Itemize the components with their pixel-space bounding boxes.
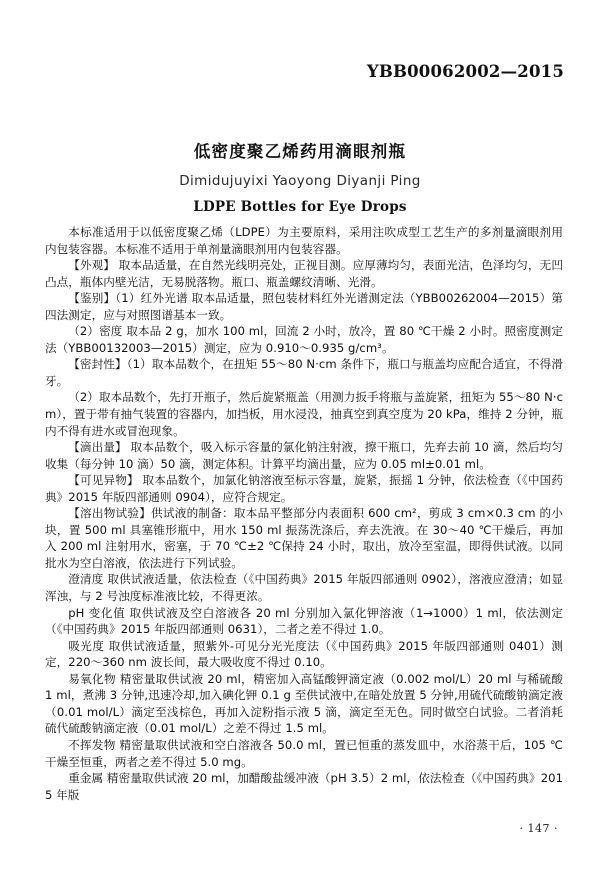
running-head-standard-number: YBB00062002—2015 — [366, 62, 564, 81]
page-title-chinese: 低密度聚乙烯药用滴眼剂瓶 — [193, 142, 407, 161]
paragraph-identification-infrared: 【鉴别】（1）红外光谱 取本品适量，照包装材料红外光谱测定法（YBB00262004—2015）第四法测定，应与对照图谱基本一致。 — [45, 291, 563, 322]
page-number: · 147 · — [519, 822, 558, 835]
paragraph-sealing-2: （2）取本品数个，先打开瓶子，然后旋紧瓶盖（用测力扳手将瓶与盖旋紧，扭矩为 55～80 N·cm），置于带有抽气装置的容器内，加挡板，用水浸没，抽真空到真空度为 20 kPa，维持 2 分钟，瓶内不得有进水或冒泡现象。 — [45, 390, 563, 438]
paragraph-heavy-metals: 重金属 精密量取供试液 20 ml，加醋酸盐缓冲液（pH 3.5）2 ml，依法检查（《中国药典》2015 年版 — [45, 771, 563, 802]
paragraph-visible-particles: 【可见异物】 取本品数个，加氯化钠溶液至标示容量，旋紧，振摇 1 分钟，依法检查（《中国药典》2015 年版四部通则 0904），应符合规定。 — [45, 473, 563, 504]
paragraph-clarity: 澄清度 取供试液适量，依法检查（《中国药典》2015 年版四部通则 0902），溶液应澄清；如显浑浊，与 2 号浊度标准液比较，不得更浓。 — [45, 572, 563, 604]
paragraph-sealing-1: 【密封性】（1）取本品数个，在扭矩 55～80 N·cm 条件下，瓶口与瓶盖均应配合适宜，不得滑牙。 — [45, 357, 563, 388]
body-content — [45, 224, 563, 803]
paragraph-absorbance: 吸光度 取供试液适量，照紫外-可见分光光度法（《中国药典》2015 年版四部通则 0401）测定，220～360 nm 波长间，最大吸收度不得过 0.10。 — [45, 638, 563, 670]
paragraph-oxidizable-substances: 易氧化物 精密量取供试液 20 ml，精密加入高锰酸钾滴定液（0.002 mol/L）20 ml 与稀硫酸 1 ml，煮沸 3 分钟,迅速冷却,加入碘化钾 0.1 g 至供试液中,在暗处放置 5 分钟,用硫代硫酸钠滴定液（0.01 mol/L）滴定至浅棕色，再加入淀粉指示液 5 滴，滴定至无色。同时做空白试验。二者消耗硫代硫酸钠滴定液（0.01 mol/L）之差不得过 1.5 ml。 — [45, 671, 563, 736]
paragraph-identification-density: （2）密度 取本品 2 g，加水 100 ml，回流 2 小时，放冷，置 80 ℃干燥 2 小时。照密度测定法（YBB00132003—2015）测定，应为 0.910～0.935 g/cm³。 — [45, 324, 563, 355]
paragraph-ph-change: pH 变化值 取供试液及空白溶液各 20 ml 分别加入氯化钾溶液（1→1000）1 ml，依法测定（《中国药典》2015 年版四部通则 0631），二者之差不得过 1.0。 — [45, 605, 563, 637]
paragraph-scope: 本标准适用于以低密度聚乙烯（LDPE）为主要原料，采用注吹成型工艺生产的多剂量滴眼剂用内包装容器。本标准不适用于单剂量滴眼剂用内包装容器。 — [45, 225, 563, 256]
paragraph-appearance: 【外观】 取本品适量，在自然光线明亮处，正视目测。应厚薄均匀，表面光洁，色泽均匀，无凹凸点，瓶体内壁光洁，无易脱落物。瓶口、瓶盖螺纹清晰、光滑。 — [45, 258, 563, 289]
paragraph-nonvolatile-residue: 不挥发物 精密量取供试液和空白溶液各 50.0 ml，置已恒重的蒸发皿中，水浴蒸干后，105 ℃干燥至恒重，两者之差不得过 5.0 mg。 — [45, 737, 563, 769]
title-block — [0, 140, 600, 217]
page-title-english: LDPE Bottles for Eye Drops — [193, 199, 407, 215]
page-title-pinyin: Dimidujuyixi Yaoyong Diyanji Ping — [179, 172, 421, 189]
paragraph-dissolution-test: 【溶出物试验】供试液的制备：取本品平整部分内表面积 600 cm²，剪成 3 cm×0.3 cm 的小块，置 500 ml 具塞锥形瓶中，用水 150 ml 振荡洗涤后，弃去洗液。在 30～40 ℃干燥后，再加入 200 ml 注射用水，密塞，于 70 ℃±2 ℃保持 24 小时，取出，放冷至室温，即得供试液。以同批水为空白溶液，依法进行下列试验。 — [45, 506, 563, 570]
paragraph-drop-volume: 【滴出量】 取本品数个，吸入标示容量的氯化钠注射液，擦干瓶口，先弃去前 10 滴，然后均匀收集（每分钟 10 滴）50 滴，测定体积。计算平均滴出量，应为 0.05 ml±0.01 ml。 — [45, 440, 563, 471]
